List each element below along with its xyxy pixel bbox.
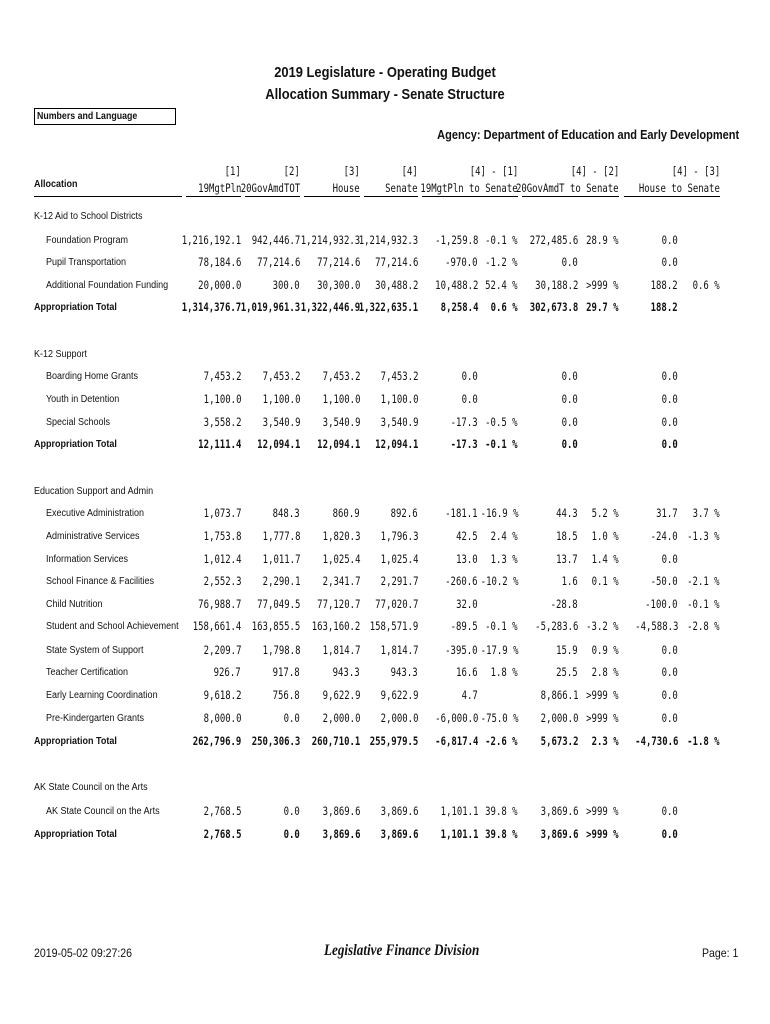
column-header-name-3: House <box>332 181 360 195</box>
cell-value: 0.0 <box>661 415 678 429</box>
cell-value: 20,000.0 <box>197 278 241 292</box>
column-header-name-6: 20GovAmdT to Senate <box>516 181 619 195</box>
agency-label: Agency: Department of Education and Early Development <box>437 128 739 142</box>
cell-value: 1,025.4 <box>380 552 418 566</box>
cell-value: -89.5 <box>450 619 478 633</box>
cell-value: 1.3 % <box>490 552 518 566</box>
cell-value: 10,488.2 <box>434 278 478 292</box>
cell-value: 926.7 <box>213 665 241 679</box>
cell-value: 3.7 % <box>692 506 720 520</box>
row-label: Foundation Program <box>46 235 129 246</box>
cell-value: 2,209.7 <box>203 643 241 657</box>
cell-value: 0.0 <box>661 369 678 383</box>
row-label: AK State Council on the Arts <box>34 782 148 793</box>
cell-value: 3,869.6 <box>380 804 418 818</box>
cell-value: 1,798.8 <box>262 643 300 657</box>
cell-value: 1,012.4 <box>203 552 241 566</box>
cell-value: 2,291.7 <box>380 574 418 588</box>
cell-value: 0.0 <box>561 437 578 451</box>
cell-value: 30,300.0 <box>316 278 360 292</box>
cell-value: 0.0 <box>661 827 678 841</box>
cell-value: 1,214,932.3 <box>358 233 418 247</box>
cell-value: 2,000.0 <box>322 711 360 725</box>
cell-value: 2.4 % <box>490 529 518 543</box>
cell-value: 1,796.3 <box>380 529 418 543</box>
cell-value: 31.7 <box>656 506 678 520</box>
cell-value: 3,540.9 <box>380 415 418 429</box>
cell-value: 2,552.3 <box>203 574 241 588</box>
cell-value: 942,446.7 <box>251 233 300 247</box>
row-label: Information Services <box>46 554 129 565</box>
cell-value: 18.5 <box>556 529 578 543</box>
row-label: State System of Support <box>46 645 144 656</box>
cell-value: 1,019,961.3 <box>240 300 300 314</box>
cell-value: 1,100.0 <box>262 392 300 406</box>
header-underline <box>245 196 300 197</box>
header-underline <box>422 196 518 197</box>
cell-value: 2.3 % <box>591 734 619 748</box>
row-label: Special Schools <box>46 417 111 428</box>
row-label: Early Learning Coordination <box>46 690 158 701</box>
cell-value: >999 % <box>586 278 619 292</box>
row-label: Executive Administration <box>46 508 145 519</box>
cell-value: 1,214,932.3 <box>300 233 360 247</box>
cell-value: 1,101.1 <box>440 827 478 841</box>
cell-value: 8,258.4 <box>440 300 478 314</box>
row-label: Teacher Certification <box>46 667 129 678</box>
cell-value: 1,814.7 <box>322 643 360 657</box>
cell-value: 0.0 <box>661 233 678 247</box>
cell-value: 52.4 % <box>485 278 518 292</box>
row-label: Student and School Achievement <box>46 621 179 632</box>
cell-value: 0.0 <box>561 255 578 269</box>
cell-value: 0.0 <box>661 255 678 269</box>
cell-value: 2,768.5 <box>203 804 241 818</box>
report-title: 2019 Legislature - Operating Budget <box>274 64 496 81</box>
cell-value: -0.1 % <box>485 619 518 633</box>
column-header-name-2: 20GovAmdTOT <box>240 181 300 195</box>
column-header-index-1: [1] <box>224 164 241 178</box>
cell-value: 77,020.7 <box>374 597 418 611</box>
cell-value: 1.4 % <box>591 552 619 566</box>
cell-value: 860.9 <box>332 506 360 520</box>
row-label: Appropriation Total <box>34 736 117 747</box>
cell-value: 28.9 % <box>586 233 619 247</box>
cell-value: 1,011.7 <box>262 552 300 566</box>
cell-value: 4.7 <box>461 688 478 702</box>
header-underline <box>364 196 418 197</box>
cell-value: 2,341.7 <box>322 574 360 588</box>
row-label: School Finance & Facilities <box>46 576 155 587</box>
cell-value: 9,622.9 <box>380 688 418 702</box>
column-header-name-4: Senate <box>385 181 418 195</box>
cell-value: 917.8 <box>272 665 300 679</box>
column-header-index-4: [4] <box>401 164 418 178</box>
row-label: Additional Foundation Funding <box>46 280 169 291</box>
cell-value: 39.8 % <box>485 804 518 818</box>
row-label: Child Nutrition <box>46 599 103 610</box>
cell-value: 272,485.6 <box>529 233 578 247</box>
cell-value: 12,094.1 <box>374 437 418 451</box>
cell-value: 5.2 % <box>591 506 619 520</box>
cell-value: -0.1 % <box>485 437 518 451</box>
cell-value: 0.0 <box>461 392 478 406</box>
row-label: Pupil Transportation <box>46 257 127 268</box>
cell-value: -395.0 <box>445 643 478 657</box>
cell-value: 0.0 <box>661 711 678 725</box>
cell-value: 3,869.6 <box>540 804 578 818</box>
cell-value: -1,259.8 <box>434 233 478 247</box>
column-header-name-7: House to Senate <box>638 181 720 195</box>
cell-value: 0.0 <box>661 552 678 566</box>
cell-value: 0.9 % <box>591 643 619 657</box>
cell-value: -17.9 % <box>480 643 518 657</box>
cell-value: >999 % <box>586 804 619 818</box>
cell-value: 0.6 % <box>490 300 518 314</box>
cell-value: 188.2 <box>650 300 678 314</box>
cell-value: -4,730.6 <box>634 734 678 748</box>
row-label: Appropriation Total <box>34 439 117 450</box>
cell-value: 76,988.7 <box>197 597 241 611</box>
cell-value: 32.0 <box>456 597 478 611</box>
cell-value: -0.5 % <box>485 415 518 429</box>
cell-value: 42.5 <box>456 529 478 543</box>
cell-value: 39.8 % <box>485 827 518 841</box>
column-header-index-3: [3] <box>343 164 360 178</box>
cell-value: 0.0 <box>661 437 678 451</box>
numbers-language-box <box>34 108 176 125</box>
header-underline <box>522 196 619 197</box>
cell-value: 1.8 % <box>490 665 518 679</box>
cell-value: -100.0 <box>645 597 678 611</box>
cell-value: 262,796.9 <box>192 734 241 748</box>
cell-value: -970.0 <box>445 255 478 269</box>
cell-value: 163,160.2 <box>311 619 360 633</box>
cell-value: -260.6 <box>445 574 478 588</box>
cell-value: 943.3 <box>332 665 360 679</box>
cell-value: -181.1 <box>445 506 478 520</box>
cell-value: 1,753.8 <box>203 529 241 543</box>
cell-value: -5,283.6 <box>534 619 578 633</box>
cell-value: 302,673.8 <box>529 300 578 314</box>
cell-value: >999 % <box>586 827 619 841</box>
cell-value: >999 % <box>586 711 619 725</box>
cell-value: 0.0 <box>283 711 300 725</box>
row-label: Youth in Detention <box>46 394 120 405</box>
cell-value: 15.9 <box>556 643 578 657</box>
cell-value: 77,214.6 <box>374 255 418 269</box>
cell-value: 0.0 <box>661 665 678 679</box>
cell-value: 1,025.4 <box>322 552 360 566</box>
column-header-index-2: [2] <box>283 164 300 178</box>
row-label: Education Support and Admin <box>34 486 154 497</box>
cell-value: -0.1 % <box>485 233 518 247</box>
header-underline <box>624 196 720 197</box>
cell-value: 1,814.7 <box>380 643 418 657</box>
cell-value: 1,100.0 <box>380 392 418 406</box>
cell-value: 188.2 <box>650 278 678 292</box>
cell-value: 0.0 <box>661 804 678 818</box>
cell-value: -1.2 % <box>485 255 518 269</box>
cell-value: 2,290.1 <box>262 574 300 588</box>
cell-value: 2,768.5 <box>203 827 241 841</box>
cell-value: 0.0 <box>283 804 300 818</box>
column-header-index-6: [4] - [2] <box>570 164 619 178</box>
cell-value: 0.0 <box>561 369 578 383</box>
cell-value: 12,094.1 <box>316 437 360 451</box>
row-label: Appropriation Total <box>34 302 117 313</box>
cell-value: -50.0 <box>650 574 678 588</box>
cell-value: 3,869.6 <box>380 827 418 841</box>
cell-value: 250,306.3 <box>251 734 300 748</box>
cell-value: 158,571.9 <box>369 619 418 633</box>
cell-value: 0.0 <box>661 643 678 657</box>
cell-value: 163,855.5 <box>251 619 300 633</box>
cell-value: -1.3 % <box>687 529 720 543</box>
cell-value: -2.6 % <box>485 734 518 748</box>
cell-value: 30,488.2 <box>374 278 418 292</box>
cell-value: 0.0 <box>283 827 300 841</box>
cell-value: >999 % <box>586 688 619 702</box>
cell-value: 77,214.6 <box>256 255 300 269</box>
cell-value: 1,777.8 <box>262 529 300 543</box>
cell-value: 0.0 <box>561 392 578 406</box>
cell-value: 158,661.4 <box>192 619 241 633</box>
row-label: Pre-Kindergarten Grants <box>46 713 145 724</box>
cell-value: 78,184.6 <box>197 255 241 269</box>
cell-value: 892.6 <box>390 506 418 520</box>
footer-timestamp: 2019-05-02 09:27:26 <box>34 946 133 960</box>
cell-value: 13.7 <box>556 552 578 566</box>
row-label: AK State Council on the Arts <box>46 806 160 817</box>
cell-value: 1,314,376.7 <box>181 300 241 314</box>
cell-value: 12,111.4 <box>197 437 241 451</box>
cell-value: -0.1 % <box>687 597 720 611</box>
row-label: Administrative Services <box>46 531 140 542</box>
cell-value: 848.3 <box>272 506 300 520</box>
cell-value: 943.3 <box>390 665 418 679</box>
cell-value: 0.0 <box>561 415 578 429</box>
cell-value: 1.0 % <box>591 529 619 543</box>
cell-value: 1,101.1 <box>440 804 478 818</box>
cell-value: 0.1 % <box>591 574 619 588</box>
cell-value: 0.6 % <box>692 278 720 292</box>
cell-value: -75.0 % <box>480 711 518 725</box>
cell-value: 7,453.2 <box>262 369 300 383</box>
cell-value: 1,100.0 <box>322 392 360 406</box>
cell-value: 44.3 <box>556 506 578 520</box>
cell-value: 3,869.6 <box>322 804 360 818</box>
report-subtitle: Allocation Summary - Senate Structure <box>265 86 505 103</box>
cell-value: 1,100.0 <box>203 392 241 406</box>
cell-value: 8,866.1 <box>540 688 578 702</box>
cell-value: 8,000.0 <box>203 711 241 725</box>
cell-value: 2,000.0 <box>380 711 418 725</box>
cell-value: -10.2 % <box>480 574 518 588</box>
cell-value: 3,869.6 <box>540 827 578 841</box>
cell-value: 30,188.2 <box>534 278 578 292</box>
cell-value: 25.5 <box>556 665 578 679</box>
cell-value: 9,622.9 <box>322 688 360 702</box>
cell-value: 3,869.6 <box>322 827 360 841</box>
row-label: Appropriation Total <box>34 829 117 840</box>
cell-value: -24.0 <box>650 529 678 543</box>
cell-value: 0.0 <box>661 392 678 406</box>
cell-value: 5,673.2 <box>540 734 578 748</box>
footer-page: Page: 1 <box>701 946 738 960</box>
box-label: Numbers and Language <box>37 111 138 122</box>
column-header-index-5: [4] - [1] <box>469 164 518 178</box>
cell-value: 1,216,192.1 <box>181 233 241 247</box>
cell-value: -17.3 <box>450 437 478 451</box>
footer-division: Legislative Finance Division <box>324 942 480 959</box>
cell-value: 2,000.0 <box>540 711 578 725</box>
cell-value: 7,453.2 <box>322 369 360 383</box>
cell-value: 12,094.1 <box>256 437 300 451</box>
cell-value: 7,453.2 <box>380 369 418 383</box>
cell-value: 77,214.6 <box>316 255 360 269</box>
cell-value: -1.8 % <box>687 734 720 748</box>
cell-value: 0.0 <box>661 688 678 702</box>
cell-value: -16.9 % <box>480 506 518 520</box>
row-label: Boarding Home Grants <box>46 371 139 382</box>
cell-value: 77,049.5 <box>256 597 300 611</box>
cell-value: 255,979.5 <box>369 734 418 748</box>
cell-value: 77,120.7 <box>316 597 360 611</box>
cell-value: -17.3 <box>450 415 478 429</box>
cell-value: -28.8 <box>550 597 578 611</box>
cell-value: 29.7 % <box>586 300 619 314</box>
cell-value: -2.1 % <box>687 574 720 588</box>
cell-value: 2.8 % <box>591 665 619 679</box>
cell-value: -2.8 % <box>687 619 720 633</box>
cell-value: 756.8 <box>272 688 300 702</box>
cell-value: 0.0 <box>461 369 478 383</box>
row-label: K-12 Aid to School Districts <box>34 211 143 222</box>
column-header-name-1: 19MgtPln <box>197 181 241 195</box>
row-label: K-12 Support <box>34 349 88 360</box>
cell-value: 300.0 <box>272 278 300 292</box>
cell-value: 1,322,446.9 <box>300 300 360 314</box>
cell-value: 16.6 <box>456 665 478 679</box>
cell-value: 1,073.7 <box>203 506 241 520</box>
column-header-index-7: [4] - [3] <box>671 164 720 178</box>
cell-value: 7,453.2 <box>203 369 241 383</box>
cell-value: 1,322,635.1 <box>358 300 418 314</box>
cell-value: 13.0 <box>456 552 478 566</box>
cell-value: -6,817.4 <box>434 734 478 748</box>
cell-value: 1.6 <box>561 574 578 588</box>
cell-value: 260,710.1 <box>311 734 360 748</box>
cell-value: -3.2 % <box>586 619 619 633</box>
header-underline <box>34 196 182 197</box>
cell-value: -4,588.3 <box>634 619 678 633</box>
cell-value: 3,558.2 <box>203 415 241 429</box>
column-header-allocation: Allocation <box>34 179 78 190</box>
column-header-name-5: 19MgtPln to Senate <box>420 181 518 195</box>
cell-value: 3,540.9 <box>262 415 300 429</box>
cell-value: 1,820.3 <box>322 529 360 543</box>
cell-value: 3,540.9 <box>322 415 360 429</box>
header-underline <box>186 196 241 197</box>
header-underline <box>304 196 360 197</box>
cell-value: -6,000.0 <box>434 711 478 725</box>
cell-value: 9,618.2 <box>203 688 241 702</box>
